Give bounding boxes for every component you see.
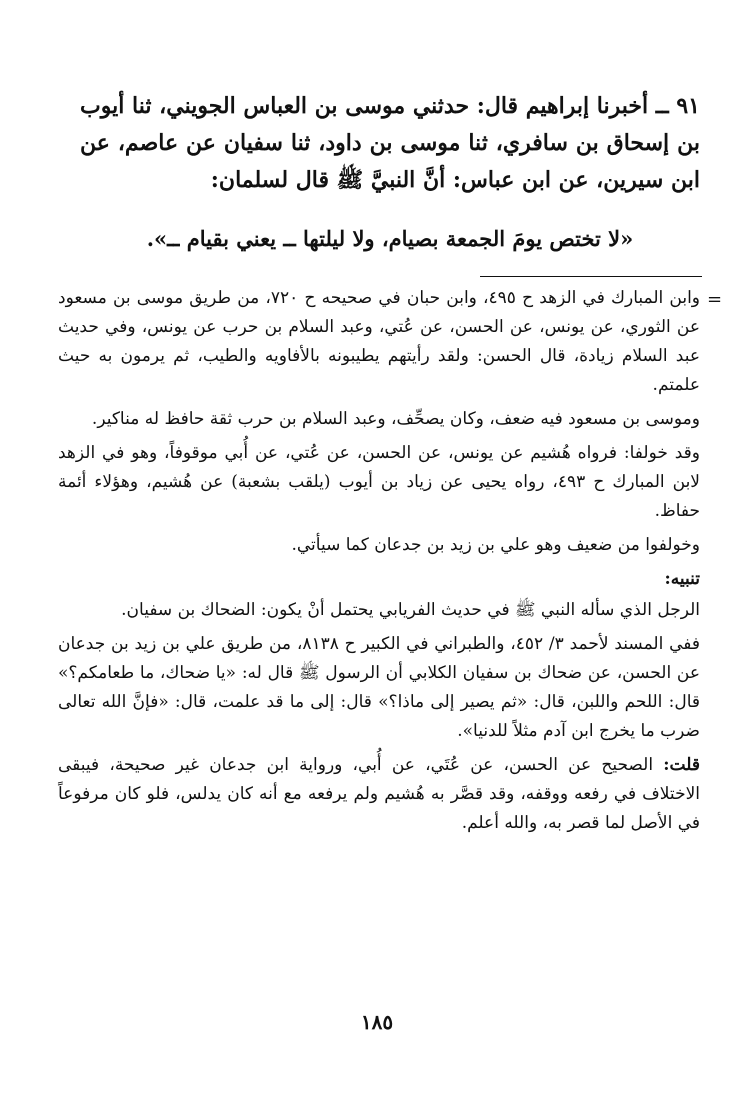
notice-paragraph: ففي المسند لأحمد ٣/ ٤٥٢، والطبراني في الكبير ح ٨١٣٨، من طريق علي بن زيد بن جدعان عن الحسن، عن ضحاك بن سفيان الكلابي أن الرسول ﷺ قال له: «يا ضحاك، ما طعامكم؟» قال: اللحم واللبن، قال: «ثم يصير إلى ماذا؟» قال: إلى ما قد علمت، قال: «فإنَّ الله تعالى ضرب ما يخرج ابن آدم مثلاً للدنيا».: [58, 634, 701, 741]
footnote-paragraph: وابن المبارك في الزهد ح ٤٩٥، وابن حبان في صحيحه ح ٧٢٠، من طريق موسى بن مسعود عن الثوري، عن يونس، عن الحسن، عن عُتي، وعبد السلام بن حرب عن يونس، وفي حديث عبد السلام زيادة، قال الحسن: ولقد رأيتهم يطيبونه بالأفاويه والطيب، ثم يرمون به حيث علمتم.: [58, 288, 701, 395]
conclusion-label: قلت:: [663, 755, 700, 775]
footnote-continuation-mark: =: [707, 289, 723, 310]
notice-paragraph: الرجل الذي سأله النبي ﷺ في حديث الفريابي يحتمل أنْ يكون: الضحاك بن سفيان.: [121, 600, 700, 620]
main-text: [80, 88, 700, 199]
hadith-chain-paragraph: ٩١ ــ أخبرنا إبراهيم قال: حدثني موسى بن العباس الجويني، ثنا أيوب بن إسحاق بن سافري، ثنا موسى بن داود، ثنا سفيان عن عاصم، عن ابن سيرين، عن ابن عباس: أنَّ النبيَّ ﷺ قال لسلمان:: [80, 93, 700, 193]
footnote-paragraph: وخولفوا من ضعيف وهو علي بن زيد بن جدعان كما سيأتي.: [291, 535, 700, 555]
notice-heading: تنبيه:: [664, 569, 700, 589]
footnote-separator: [480, 276, 702, 277]
page-number: ١٨٥: [360, 1010, 394, 1034]
footnote-paragraph: وقد خولفا: فرواه هُشيم عن يونس، عن الحسن، عن عُتي، عن أُبي موقوفاً، وهو في الزهد لابن المبارك ح ٤٩٣، رواه يحيى عن زياد بن أيوب (يلقب بشعبة) عن هُشيم، وهؤلاء أئمة حفاظ.: [58, 443, 700, 521]
footnotes: [58, 284, 700, 843]
conclusion-paragraph: [58, 751, 700, 838]
footnote-paragraph: وموسى بن مسعود فيه ضعف، وكان يصحِّف، وعبد السلام بن حرب ثقة حافظ له مناكير.: [91, 409, 700, 429]
hadith-text: «لا تختص يومَ الجمعة بصيام، ولا ليلتها ــ يعني بقيام ــ».: [146, 226, 634, 251]
conclusion-text: الصحيح عن الحسن، عن عُتَي، عن أُبي، ورواية ابن جدعان غير صحيحة، فيبقى الاختلاف في رفعه ووقفه، وقد قصَّر به هُشيم ولم يرفعه مع أنه كان يدلس، فلو كان مرفوعاً في الأصل لما قصر به، والله أعلم.: [58, 755, 700, 833]
